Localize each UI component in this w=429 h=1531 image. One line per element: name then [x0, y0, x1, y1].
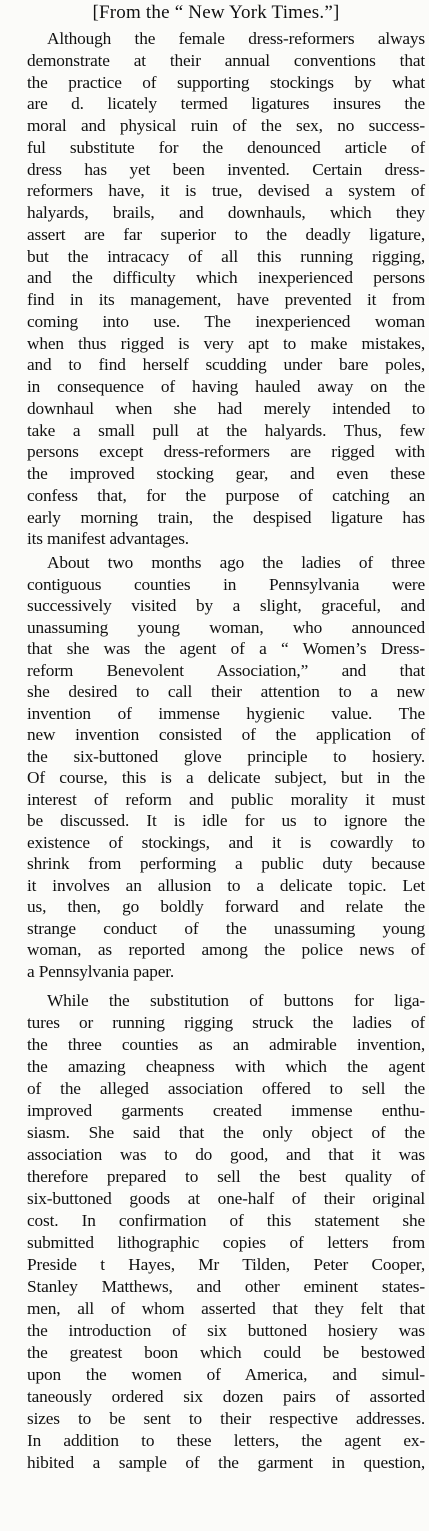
text-line: when thus rigged is very apt to make mistakes, — [27, 333, 425, 353]
text-line: find in its management, have prevented it from — [27, 290, 425, 309]
text-line: and to find herself scudding under bare poles, — [27, 355, 425, 375]
text-line: the amazing cheapness with which the agent — [27, 1057, 425, 1076]
text-line: are d. licately termed ligatures insures the — [27, 94, 425, 114]
text-line: that she was the agent of a “ Women’s Dress- — [27, 639, 425, 658]
text-line: hibited a sample of the garment in question, — [27, 1453, 425, 1472]
text-line: cost. In confirmation of this statement she — [27, 1211, 425, 1230]
text-line: Of course, this is a delicate subject, but in the — [27, 768, 425, 787]
paragraph-2 — [7, 552, 425, 982]
text-line: siasm. She said that the only object of the — [27, 1123, 425, 1142]
text-line: a Pennsylvania paper. — [27, 961, 175, 981]
text-line: unassuming young woman, who announced — [27, 617, 425, 637]
text-line: Preside t Hayes, Mr Tilden, Peter Cooper, — [27, 1255, 425, 1274]
text-line: six-buttoned goods at one-half of their original — [27, 1189, 425, 1208]
text-line: invention of immense hygienic value. The — [27, 703, 425, 723]
text-line: strange conduct of the unassuming young — [27, 918, 425, 938]
text-line: Stanley Matthews, and other eminent states- — [27, 1277, 425, 1296]
paragraph-3 — [7, 990, 425, 1474]
text-line: ful substitute for the denounced article of — [27, 137, 425, 157]
text-line: its manifest advantages. — [27, 529, 189, 549]
text-line: About two months ago the ladies of three — [47, 553, 425, 572]
text-line: therefore prepared to sell the best quality of — [27, 1167, 425, 1186]
text-line: demonstrate at their annual conventions that — [27, 50, 425, 70]
text-line: submitted lithographic copies of letters from — [27, 1233, 425, 1252]
text-line: While the substitution of buttons for liga- — [47, 991, 425, 1010]
text-line: successively visited by a slight, graceful, and — [27, 596, 425, 615]
text-line: halyards, brails, and downhauls, which they — [27, 203, 425, 222]
text-line: us, then, go boldly forward and relate the — [27, 897, 425, 916]
text-line: shrink from performing a public duty because — [27, 854, 425, 873]
text-line: reform Benevolent Association,” and that — [27, 660, 425, 680]
text-line: and the difficulty which inexperienced persons — [27, 268, 425, 288]
text-line: the greatest boon which could be bestowed — [27, 1343, 425, 1362]
text-line: she desired to call their attention to a new — [27, 682, 425, 701]
text-line: improved garments created immense enthu- — [27, 1101, 425, 1120]
text-line: of the alleged association offered to sell the — [27, 1079, 425, 1098]
text-line: In addition to these letters, the agent ex- — [27, 1431, 425, 1450]
text-line: interest of reform and public morality it must — [27, 789, 425, 809]
text-line: the practice of supporting stockings by what — [27, 72, 425, 92]
paragraph-1 — [7, 28, 425, 550]
text-line: downhaul when she had merely intended to — [27, 398, 425, 418]
text-line: reformers have, it is true, devised a system of — [27, 181, 425, 201]
text-line: it involves an allusion to a delicate topic. Let — [27, 875, 425, 895]
text-line: Although the female dress-reformers always — [47, 29, 425, 48]
text-line: existence of stockings, and it is cowardly to — [27, 832, 425, 852]
text-line: early morning train, the despised ligature has — [27, 507, 425, 527]
text-line: but the intracacy of all this running rigging, — [27, 246, 425, 266]
text-line: confess that, for the purpose of catching an — [27, 485, 425, 505]
text-line: take a small pull at the halyards. Thus, few — [27, 420, 425, 440]
text-line: the six-buttoned glove principle to hosiery. — [27, 746, 425, 766]
text-line: new invention consisted of the application of — [27, 725, 425, 744]
text-line: coming into use. The inexperienced woman — [27, 311, 425, 331]
text-line: the introduction of six buttoned hosiery was — [27, 1321, 425, 1340]
text-line: the three counties as an admirable invention, — [27, 1035, 425, 1054]
text-line: men, all of whom asserted that they felt that — [27, 1299, 425, 1318]
text-line: taneously ordered six dozen pairs of assorted — [27, 1387, 425, 1406]
text-line: sizes to be sent to their respective addresses. — [27, 1409, 425, 1428]
text-line: assert are far superior to the deadly ligature, — [27, 224, 425, 244]
text-line: upon the women of America, and simul- — [27, 1365, 425, 1384]
source-heading: [From the “ New York Times.”] — [92, 2, 340, 23]
text-line: the improved stocking gear, and even these — [27, 464, 425, 483]
text-line: woman, as reported among the police news of — [27, 940, 425, 959]
text-line: tures or running rigging struck the ladies of — [27, 1013, 425, 1032]
text-line: be discussed. It is idle for us to ignore the — [27, 811, 425, 830]
text-line: in consequence of having hauled away on the — [27, 377, 425, 396]
text-line: moral and physical ruin of the sex, no success- — [27, 116, 425, 135]
text-line: persons except dress-reformers are rigged with — [27, 442, 425, 462]
text-line: dress has yet been invented. Certain dress- — [27, 159, 425, 179]
text-line: contiguous counties in Pennsylvania were — [27, 574, 425, 594]
text-line: association was to do good, and that it was — [27, 1145, 425, 1164]
